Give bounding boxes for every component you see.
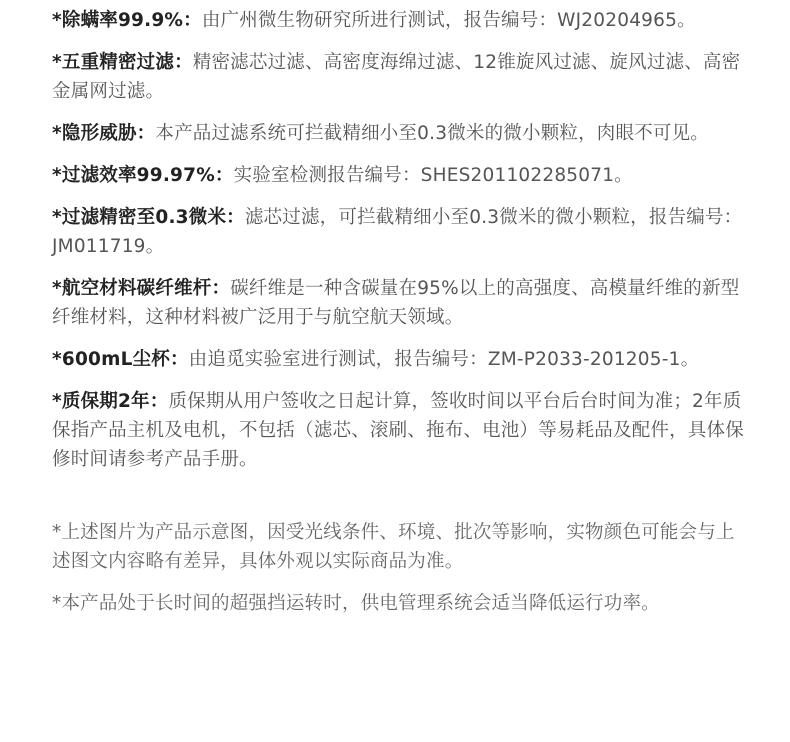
spec-text: 由广州微生物研究所进行测试，报告编号：WJ20204965。 [201,10,696,31]
spec-carbon-fiber-tube [52,274,750,332]
spec-text: 质保期从用户签收之日起计算，签收时间以平台后台时间为准；2年质保指产品主机及电机，不包括（滤芯、滚刷、拖布、电池）等易耗品及配件，具体保修时间请参考产品手册。 [52,391,744,470]
spec-label: *600mL尘杯： [52,349,189,370]
spec-text: 由追觅实验室进行测试，报告编号：ZM-P2033-201205-1。 [188,349,700,370]
spec-text: 精密滤芯过滤、高密度海绵过滤、12锥旋风过滤、旋风过滤、高密金属网过滤。 [52,52,741,102]
spec-label: *航空材料碳纤维杆： [52,278,231,299]
footnote-image-disclaimer: *上述图片为产品示意图，因受光线条件、环境、批次等影响，实物颜色可能会与上述图文内容略有差异，具体外观以实际商品为准。 [52,522,735,572]
spec-text: 滤芯过滤，可拦截精细小至0.3微米的微小颗粒，报告编号：JM011719。 [52,207,743,257]
spec-invisible-threat [52,119,750,148]
spec-label: *隐形威胁： [52,123,156,144]
spec-filtration-efficiency [52,161,750,190]
footnote-power-management: *本产品处于长时间的超强挡运转时，供电管理系统会适当降低运行功率。 [52,593,660,614]
spec-text: 实验室检测报告编号：SHES201102285071。 [233,165,633,186]
spec-label: *五重精密过滤： [52,52,193,73]
spec-label: *质保期2年： [52,391,169,412]
spec-label: *过滤精密至0.3微米： [52,207,245,228]
spec-text: 本产品过滤系统可拦截精细小至0.3微米的微小颗粒，肉眼不可见。 [155,123,709,144]
spec-filtration-precision [52,203,750,261]
spec-five-stage-filtration [52,48,750,106]
spec-label: *过滤效率99.97%： [52,165,234,186]
spec-label: *除螨率99.9%： [52,10,202,31]
spec-warranty [52,387,750,474]
footnotes [52,518,750,618]
spec-mite-removal [52,6,750,35]
spec-dust-cup [52,345,750,374]
spec-text: 碳纤维是一种含碳量在95%以上的高强度、高模量纤维的新型纤维材料，这种材料被广泛用于与航空航天领域。 [52,278,740,328]
